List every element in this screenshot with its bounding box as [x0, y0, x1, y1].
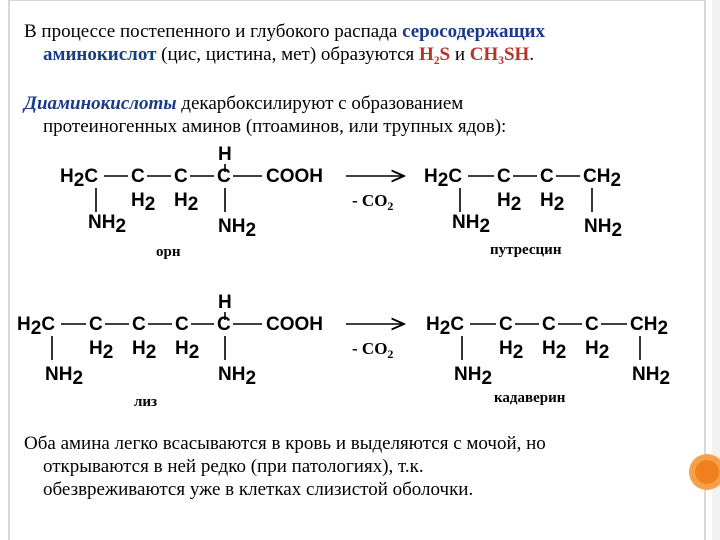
para2-line1 — [24, 92, 694, 115]
orn-h2-b: H2 — [174, 190, 199, 215]
reaction2-arrow-label: - $CO_2$ — [352, 339, 394, 361]
lys-cooh: COOH — [266, 314, 323, 335]
cad-nh2-right: NH2 — [632, 364, 671, 389]
cad-h2c: H2C — [426, 314, 465, 339]
orn-c1: C — [131, 166, 145, 187]
para1-text1: В процессе постепенного и глубокого распада — [24, 21, 403, 42]
cad-h2-c: H2 — [585, 338, 610, 363]
put-nh2-left: NH2 — [452, 212, 491, 237]
paragraph-amines-absorption — [24, 432, 694, 501]
lys-h2c: H2C — [17, 314, 56, 339]
para1-text3: (цис, цистина, мет) образуются — [156, 44, 420, 65]
orn-c2: C — [174, 166, 188, 187]
put-c2: C — [540, 166, 554, 187]
orn-name: орн — [156, 244, 181, 260]
para1-text4: и — [450, 44, 470, 65]
orn-h2-a: H2 — [131, 190, 156, 215]
para2-line2: протеиногенных аминов (птоаминов, или трупных ядов): — [43, 116, 507, 137]
paragraph-sulfur-amino-acids — [24, 20, 694, 66]
decorative-circle-inner — [695, 460, 719, 484]
para1-h2s: H₂S — [419, 44, 451, 65]
lys-name: лиз — [134, 394, 158, 410]
lys-c2: C — [132, 314, 146, 335]
para1-line1 — [24, 20, 694, 43]
orn-nh2-right: NH2 — [218, 216, 257, 241]
lys-nh2-right: NH2 — [218, 364, 257, 389]
reaction-ornithine — [60, 144, 622, 260]
para1-ch3sh: CH₃SH — [469, 44, 530, 65]
cad-ch2: CH2 — [630, 314, 669, 339]
orn-nh2-left: NH2 — [88, 212, 127, 237]
para3-line1: Оба амина легко всасываются в кровь и выделяются с мочой, но — [24, 433, 546, 454]
put-h2-b: H2 — [540, 190, 565, 215]
cadaverine-name: кадаверин — [494, 390, 566, 406]
orn-cooh: COOH — [266, 166, 323, 187]
cad-h2-b: H2 — [542, 338, 567, 363]
lys-c4: C — [217, 314, 231, 335]
lys-c1: C — [89, 314, 103, 335]
para3-line2: открываются в ней редко (при патологиях), т.к. — [43, 456, 424, 477]
lys-c3: C — [175, 314, 189, 335]
put-nh2-right: NH2 — [584, 216, 623, 241]
put-ch2: CH2 — [583, 166, 622, 191]
cad-c3: C — [585, 314, 599, 335]
orn-h2c: H2C — [60, 166, 99, 191]
lys-h2-c: H2 — [175, 338, 200, 363]
frame-top-border — [8, 0, 706, 1]
para1-highlight-amino-acids: аминокислот — [43, 44, 157, 65]
cad-c1: C — [499, 314, 513, 335]
para2-highlight-diamino: Диаминокислоты — [24, 93, 177, 114]
cad-c2: C — [542, 314, 556, 335]
para3-line3: обезвреживаются уже в клетках слизистой оболочки. — [43, 479, 474, 500]
putrescine-name: путресцин — [490, 242, 562, 258]
para1-highlight-sulfur: серосодержащих — [402, 21, 545, 42]
orn-top-h: H — [218, 144, 232, 165]
para2-text1: декарбоксилируют с образованием — [176, 93, 464, 114]
lys-h2-a: H2 — [89, 338, 114, 363]
lys-nh2-left: NH2 — [45, 364, 84, 389]
put-c1: C — [497, 166, 511, 187]
cad-h2-a: H2 — [499, 338, 524, 363]
cad-nh2-left: NH2 — [454, 364, 493, 389]
lys-top-h: H — [218, 292, 232, 313]
para1-line2 — [24, 43, 694, 66]
paragraph-diamino-acids — [24, 92, 694, 138]
reaction1-arrow-label: - $CO_2$ — [352, 191, 394, 213]
lys-h2-b: H2 — [132, 338, 157, 363]
put-h2c: H2C — [424, 166, 463, 191]
reaction-lysine — [17, 292, 670, 410]
para1-text5: . — [529, 44, 535, 65]
reactions-diagram — [0, 136, 720, 436]
orn-c3: C — [217, 166, 231, 187]
put-h2-a: H2 — [497, 190, 522, 215]
